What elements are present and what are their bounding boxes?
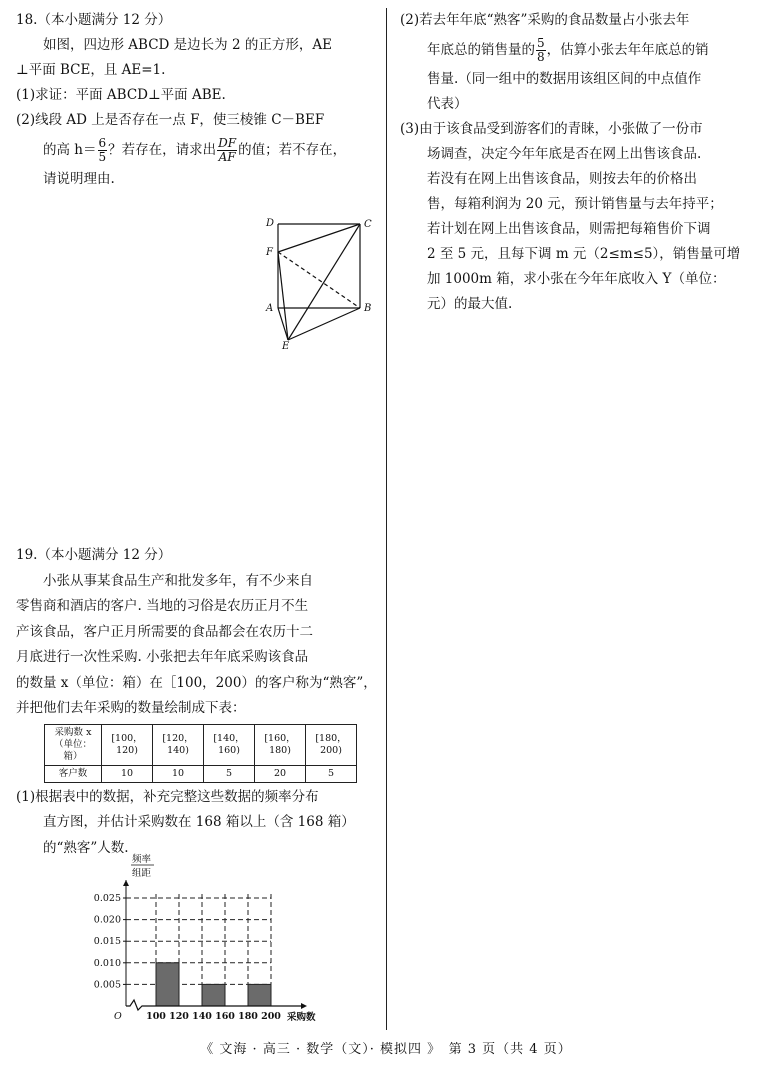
table-cell: [160，180) <box>255 724 306 765</box>
q19-part-3-line-2: 场调查，决定今年年底是否在网上出售该食品. <box>427 146 702 162</box>
label-c: C <box>364 219 372 230</box>
fraction-five-eighths <box>536 37 546 64</box>
label-e: E <box>282 341 290 350</box>
q18-height-text: 的高 h＝ <box>43 142 97 158</box>
q18-ask-text: ？若存在，请求出 <box>108 142 217 158</box>
y-axis-label-denominator: 组距 <box>132 868 152 879</box>
geometry-figure <box>260 212 386 350</box>
question-18 <box>16 8 378 192</box>
x-tick-label: 200 <box>261 1011 281 1022</box>
frequency-histogram <box>84 850 334 1030</box>
y-axis-arrow <box>123 880 129 886</box>
q19-part-3-line-8: 元）的最大值. <box>427 296 513 312</box>
edge-fc <box>278 224 360 252</box>
q19-part-3-line-4: 售，每箱利润为 20 元，预计销售量与去年持平； <box>427 196 723 212</box>
histogram-bar <box>156 963 179 1006</box>
q19-stem-line-5: 的数量 x（单位：箱）在［100，200）的客户称为“熟客”， <box>16 674 377 691</box>
label-f: F <box>266 247 273 258</box>
table-cell: 5 <box>204 765 255 782</box>
table-row <box>45 724 357 765</box>
q19-part-3-line-3: 若没有在网上出售该食品，则按去年的价格出 <box>427 171 697 187</box>
q19-part-3-line-5: 若计划在网上出售该食品，则需把每箱售价下调 <box>427 221 711 237</box>
table-cell: [140，160) <box>204 724 255 765</box>
q19-stem-line-3: 产该食品，客户正月所需要的食品都会在农历十二 <box>16 623 313 640</box>
q18-stem-line-1: 如图，四边形 ABCD 是边长为 2 的正方形，AE <box>43 37 332 53</box>
q19-stem-line-2: 零售商和酒店的客户. 当地的习俗是农历正月不生 <box>16 598 309 614</box>
fraction-six-fifths <box>98 137 108 164</box>
y-tick-label: 0.005 <box>93 979 121 991</box>
q19-stem-line-6: 并把他们去年采购的数量绘制成下表： <box>16 700 246 716</box>
label-b: B <box>364 303 372 314</box>
fraction-denominator: 8 <box>537 50 545 64</box>
label-d: D <box>266 218 275 229</box>
q19-part-1-line-1: (1)根据表中的数据，补充完整这些数据的频率分布 <box>16 788 319 805</box>
x-tick-label: 140 <box>192 1011 212 1022</box>
x-tick-label: 120 <box>169 1011 189 1022</box>
q18-part-1: (1)求证：平面 ABCD⊥平面 ABE. <box>16 87 226 103</box>
q19-part-2-line-3: 售量.（同一组中的数据用该组区间的中点值作 <box>427 71 702 87</box>
q19-part-1-line-2: 直方图，并估计采购数在 168 箱以上（含 168 箱） <box>43 814 355 830</box>
fraction-numerator: 5 <box>537 36 545 50</box>
q18-part-2-line-2 <box>16 133 378 167</box>
q18-stem-line-2: ⊥平面 BCE，且 AE=1. <box>16 62 166 78</box>
x-tick-label: 160 <box>215 1011 235 1022</box>
question-19-continued <box>400 8 760 317</box>
q18-heading: 18.（本小题满分 12 分） <box>16 12 172 28</box>
q19-part-3-line-6: 2 至 5 元，且每下调 m 元（2≤m≤5），销售量可增 <box>427 246 741 262</box>
table-cell: [180，200) <box>306 724 357 765</box>
q19-stem-line-1: 小张从事某食品生产和批发多年，有不少来自 <box>43 572 313 589</box>
question-19 <box>16 543 378 861</box>
table-cell: [120，140) <box>153 724 204 765</box>
q19-part-2-line-2 <box>400 33 760 67</box>
histogram-bar <box>202 984 225 1006</box>
y-axis-label-numerator: 频率 <box>132 854 152 865</box>
page-footer: 《 文海 · 高三 · 数学（文）· 模拟四 》 第 3 页（共 4 页） <box>200 1042 572 1057</box>
y-tick-label: 0.020 <box>93 914 121 926</box>
q19-part-1-line-3: 的“熟客”人数. <box>43 839 129 856</box>
edge-eb <box>288 308 360 340</box>
q19-part-3-line-7: 加 1000m 箱，求小张在今年年底收入 Y（单位： <box>427 271 726 287</box>
x-axis-label: 采购数 <box>287 1012 316 1023</box>
q18-part-2-line-1: (2)线段 AD 上是否存在一点 F，使三棱锥 C－BEF <box>16 112 325 128</box>
table-cell: 20 <box>255 765 306 782</box>
q19-stem-line-4: 月底进行一次性采购. 小张把去年年底采购该食品 <box>16 649 309 665</box>
label-a: A <box>266 303 274 314</box>
q19-heading: 19.（本小题满分 12 分） <box>16 547 172 563</box>
x-axis-arrow <box>301 1003 307 1009</box>
y-tick-label: 0.015 <box>93 936 121 948</box>
histogram-bars <box>156 963 271 1006</box>
q18-tail-text: 的值；若不存在， <box>238 142 347 158</box>
table-cell: 5 <box>306 765 357 782</box>
table-row-label: 客户数 <box>45 765 102 782</box>
column-divider <box>386 8 387 1030</box>
q19-part-2-text: 年底总的销售量的 <box>427 42 535 58</box>
fraction-denominator: AF <box>218 150 236 164</box>
edge-ec <box>288 224 360 340</box>
edge-fb-hidden <box>278 252 360 308</box>
q19-part-2-line-4: 代表） <box>427 96 468 112</box>
fraction-denominator: 5 <box>98 150 107 164</box>
y-tick-label: 0.010 <box>93 957 121 969</box>
table-cell: 10 <box>102 765 153 782</box>
q19-part-3-line-1: (3)由于该食品受到游客们的青睐，小张做了一份市 <box>400 121 703 137</box>
q19-part-2-line-1: (2)若去年年底“熟客”采购的食品数量占小张去年 <box>400 12 690 28</box>
table-header-line-1: 采购数 x <box>54 726 92 738</box>
fraction-numerator: 6 <box>98 136 107 150</box>
x-tick-label: 100 <box>146 1011 166 1022</box>
fraction-df-af <box>217 137 237 164</box>
q18-part-2-line-3: 请说明理由. <box>43 171 115 187</box>
origin-label: O <box>114 1011 122 1022</box>
x-tick-label: 180 <box>238 1011 258 1022</box>
q19-part-2-tail: ，估算小张去年年底总的销 <box>546 42 709 58</box>
purchase-table <box>44 724 357 783</box>
table-cell: [100，120) <box>102 724 153 765</box>
edge-fe <box>278 252 288 340</box>
table-cell: 10 <box>153 765 204 782</box>
y-tick-label: 0.025 <box>93 893 121 904</box>
histogram-bar <box>248 984 271 1006</box>
fraction-numerator: DF <box>218 136 237 150</box>
table-row <box>45 765 357 782</box>
table-header-line-2: （单位：箱） <box>53 738 92 762</box>
table-header-cell <box>45 724 102 765</box>
